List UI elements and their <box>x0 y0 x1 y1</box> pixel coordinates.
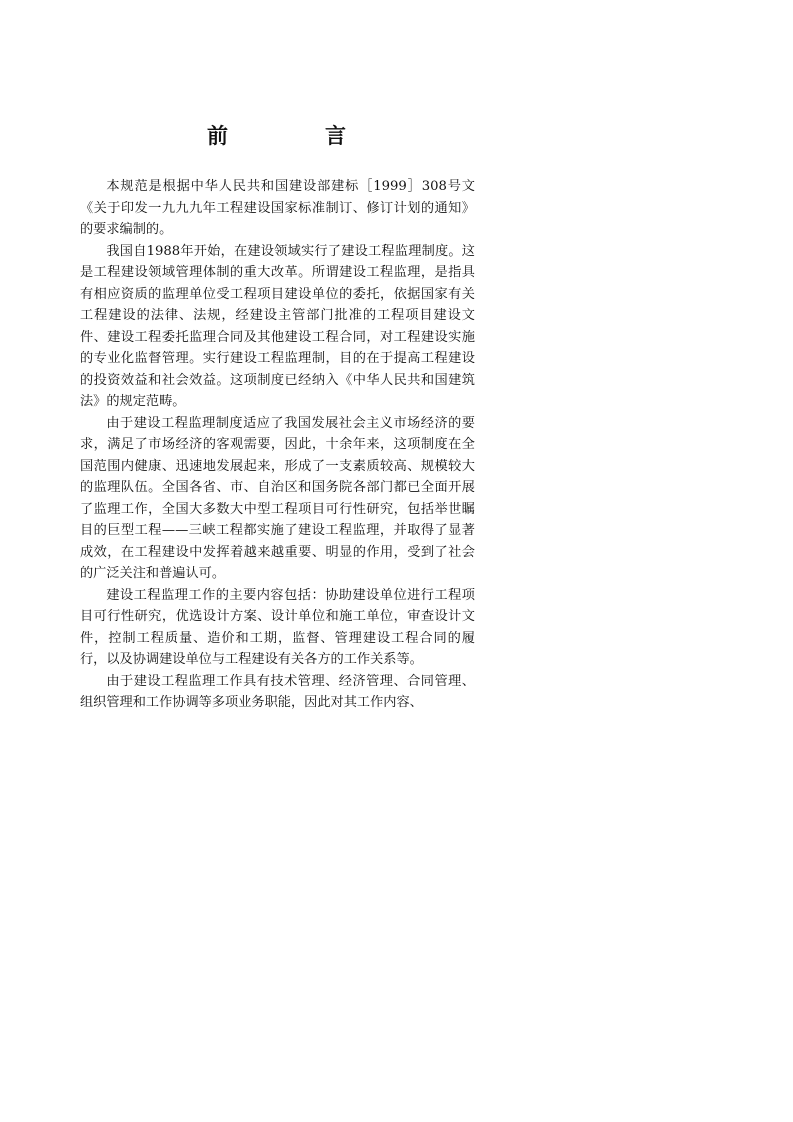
paragraph-5: 由于建设工程监理工作具有技术管理、经济管理、合同管理、组织管理和工作协调等多项业务职能，因此对其工作内容、 <box>80 673 475 710</box>
paragraph-2: 我国自1988年开始，在建设领域实行了建设工程监理制度。这是工程建设领域管理体制的重大改革。所谓建设工程监理，是指具有相应资质的监理单位受工程项目建设单位的委托，依据国家有关工程建设的法律、法规，经建设主管部门批准的工程项目建设文件、建设工程委托监理合同及其他建设工程合同，对工程建设实施的专业化监督管理。实行建设工程监理制，目的在于提高工程建设的投资效益和社会效益。这项制度已经纳入《中华人民共和国建筑法》的规定范畴。 <box>80 243 475 409</box>
body-text <box>80 176 475 714</box>
paragraph-3: 由于建设工程监理制度适应了我国发展社会主义市场经济的要求，满足了市场经济的客观需要，因此，十余年来，这项制度在全国范围内健康、迅速地发展起来，形成了一支素质较高、规模较大的监理队伍。全国各省、市、自治区和国务院各部门都已全面开展了监理工作，全国大多数大中型工程项目可行性研究，包括举世瞩目的巨型工程——三峡工程都实施了建设工程监理，并取得了显著成效，在工程建设中发挥着越来越重要、明显的作用，受到了社会的广泛关注和普遍认可。 <box>80 415 475 581</box>
paragraph-4: 建设工程监理工作的主要内容包括：协助建设单位进行工程项目可行性研究，优选设计方案、设计单位和施工单位，审查设计文件，控制工程质量、造价和工期，监督、管理建设工程合同的履行，以及协调建设单位与工程建设有关各方的工作关系等。 <box>80 587 475 667</box>
page-title: 前 言 <box>207 123 384 148</box>
paragraph-1: 本规范是根据中华人民共和国建设部建标［1999］308号文《关于印发一九九九年工程建设国家标准制订、修订计划的通知》的要求编制的。 <box>80 179 475 237</box>
